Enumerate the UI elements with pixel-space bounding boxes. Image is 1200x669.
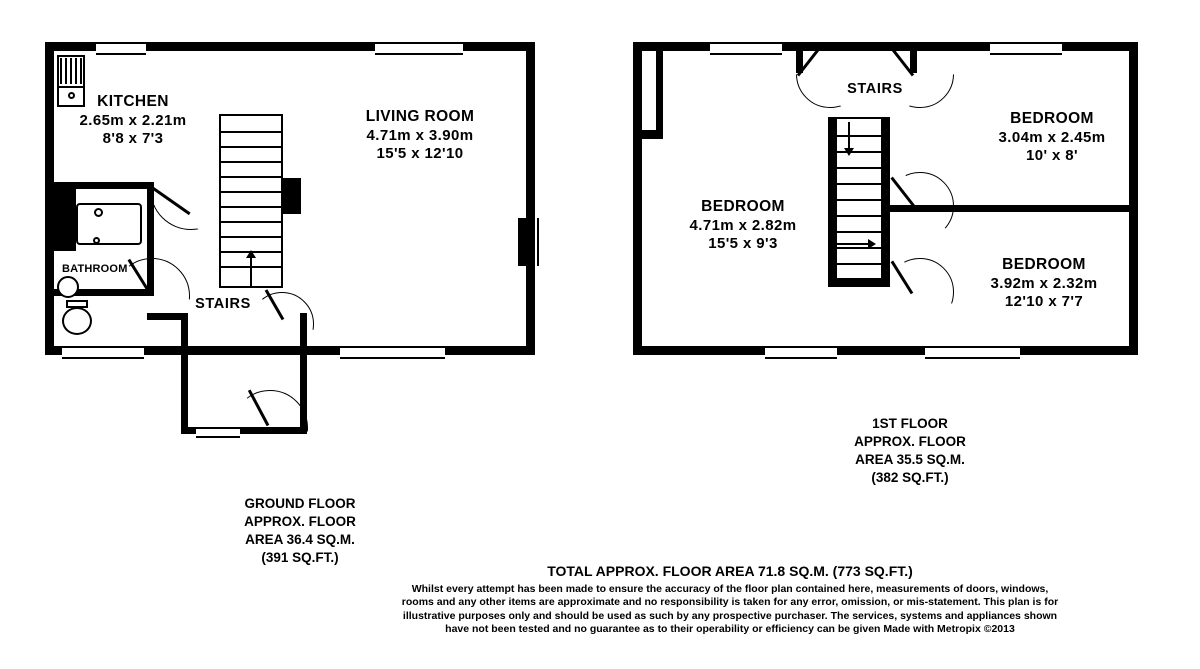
bathroom-name: BATHROOM xyxy=(62,263,128,275)
window-bottom-right xyxy=(340,346,445,359)
window-1f-top-left xyxy=(710,42,782,55)
bedroom-main-name: BEDROOM xyxy=(701,198,785,215)
ground-floor-caption xyxy=(190,495,410,567)
bedroom-two-imperial: 10' x 8' xyxy=(1025,147,1079,165)
wall-block-bathroom xyxy=(54,189,76,251)
first-stairs xyxy=(835,117,883,280)
ground-stairs-direction xyxy=(250,256,252,288)
window-top-left xyxy=(96,42,146,55)
disclaimer-block xyxy=(400,583,1060,637)
disclaimer-line-5: as to their operability or efficiency can be given xyxy=(642,623,881,636)
bedroom-main-imperial: 15'5 x 9'3 xyxy=(708,235,778,253)
wall-right xyxy=(526,42,535,355)
disclaimer-line-3: omission, or mis-statement. This plan is for illustrative purposes only and should be used as such by any xyxy=(402,596,1059,622)
window-1f-bottom-left xyxy=(765,346,837,359)
living-room-label xyxy=(325,108,515,164)
disclaimer-line-2: of doors, windows, rooms and any other items are approximate and no responsibility is taken for any error, xyxy=(401,583,1049,609)
bedroom-three-metric: 3.92m x 2.32m xyxy=(990,274,1098,292)
first-stairs-text: STAIRS xyxy=(847,81,903,97)
first-caption-line-3: AREA 35.5 SQ.M. xyxy=(855,452,965,468)
kitchen-appliance-grill-5 xyxy=(80,58,82,84)
kitchen-label xyxy=(48,93,218,149)
ground-stairs-text: STAIRS xyxy=(195,296,251,312)
toilet-icon xyxy=(62,307,92,335)
bedroom-main-label xyxy=(660,198,826,254)
first-floor-caption xyxy=(795,415,1025,487)
first-caption-line-1: 1ST FLOOR xyxy=(872,416,948,431)
living-room-imperial: 15'5 x 12'10 xyxy=(376,145,464,163)
bath-tap-icon xyxy=(94,208,103,217)
ground-floor-plan xyxy=(0,0,600,470)
kitchen-appliance-grill-3 xyxy=(70,58,72,84)
wall-right-jamb xyxy=(518,218,535,266)
disclaimer-credit: Made with Metropix ©2013 xyxy=(883,623,1015,636)
first-stairs-arrowhead-2-icon xyxy=(868,239,876,249)
living-room-name: LIVING ROOM xyxy=(365,108,475,125)
ground-stairs-label xyxy=(168,296,278,314)
wall-left-1f xyxy=(633,42,642,355)
total-area-note xyxy=(450,563,1010,580)
wall-left xyxy=(45,42,54,355)
kitchen-imperial: 8'8 x 7'3 xyxy=(102,130,164,148)
wall-1f-landing-right xyxy=(883,117,890,287)
wall-1f-right-divider xyxy=(890,205,1138,212)
disclaimer-line-1: Whilst every attempt has been made to ensure the accuracy of the floor plan contained here, measurements xyxy=(411,583,951,595)
first-caption-line-2: APPROX. FLOOR xyxy=(854,434,966,450)
porch-left-wall xyxy=(181,313,188,433)
wall-1f-landing-bottom xyxy=(828,280,890,287)
bedroom-three-label xyxy=(953,256,1135,312)
basin-icon xyxy=(57,276,79,298)
porch-window xyxy=(196,427,240,438)
bedroom-three-name: BEDROOM xyxy=(1002,256,1086,273)
ground-caption-line-2: APPROX. FLOOR xyxy=(244,514,356,530)
first-floor-plan xyxy=(600,0,1200,400)
ground-caption-line-3: AREA 36.4 SQ.M. xyxy=(245,532,355,548)
wall-1f-left-notch-v xyxy=(656,42,663,137)
wall-1f-landing-left xyxy=(828,117,835,287)
bath-tub-icon xyxy=(76,203,142,245)
kitchen-appliance-divider xyxy=(57,86,85,88)
ground-stairs-arrowhead-icon xyxy=(246,250,256,258)
window-1f-top-right xyxy=(990,42,1062,55)
window-1f-bottom-right xyxy=(925,346,1020,359)
bathroom-label xyxy=(62,263,152,276)
kitchen-appliance-grill-4 xyxy=(75,58,77,84)
toilet-cistern-icon xyxy=(66,300,88,308)
bedroom-two-label xyxy=(967,110,1137,166)
bedroom-two-name: BEDROOM xyxy=(1010,110,1094,127)
first-stairs-label xyxy=(815,81,935,99)
wall-kitchen-bottom xyxy=(54,182,154,189)
bath-drain-icon xyxy=(93,237,100,244)
ground-caption-line-4: (391 SQ.FT.) xyxy=(261,550,339,566)
window-top-right xyxy=(375,42,463,55)
wall-living-divider xyxy=(283,178,301,214)
first-stairs-arrowhead-icon xyxy=(844,148,854,156)
disclaimer-line-4: prospective purchaser. The services, systems and appliances shown have not been tested and no guarantee xyxy=(445,609,1058,636)
kitchen-appliance-grill-1 xyxy=(60,58,62,84)
total-area-text: TOTAL APPROX. FLOOR AREA 71.8 SQ.M. (773 SQ.FT.) xyxy=(547,563,913,579)
ground-caption-line-1: GROUND FLOOR xyxy=(244,496,356,511)
bedroom-main-metric: 4.71m x 2.82m xyxy=(689,216,797,234)
wall-bottom-1f xyxy=(633,346,1138,355)
kitchen-appliance-grill-2 xyxy=(65,58,67,84)
first-stairs-direction-2 xyxy=(836,243,870,245)
bedroom-two-metric: 3.04m x 2.45m xyxy=(998,128,1106,146)
wall-top-1f xyxy=(633,42,1138,51)
kitchen-name: KITCHEN xyxy=(97,93,169,110)
bedroom-three-imperial: 12'10 x 7'7 xyxy=(1004,293,1084,311)
window-bottom-left xyxy=(62,346,144,359)
first-caption-line-4: (382 SQ.FT.) xyxy=(871,470,949,486)
kitchen-metric: 2.65m x 2.21m xyxy=(79,111,187,129)
living-room-metric: 4.71m x 3.90m xyxy=(366,126,474,144)
